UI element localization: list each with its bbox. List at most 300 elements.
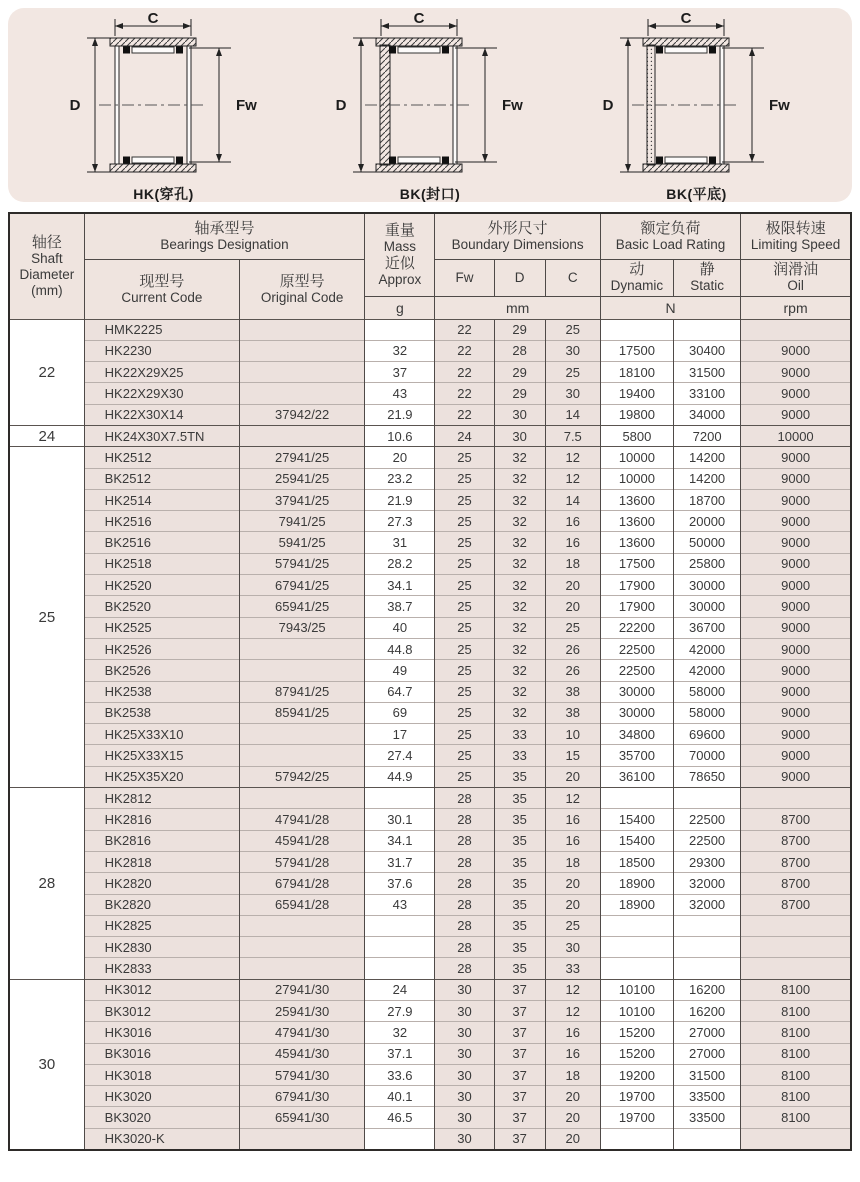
cell-shaft-diameter: 25 (9, 447, 84, 788)
cell-fw: 22 (435, 404, 494, 425)
cell-d: 29 (494, 362, 545, 383)
cell-current-code: HMK2225 (84, 319, 239, 340)
table-row (9, 425, 851, 446)
cell-c: 15 (545, 745, 600, 766)
svg-text:Fw: Fw (502, 97, 523, 114)
cell-d: 32 (494, 617, 545, 638)
cell-original-code (240, 745, 365, 766)
cell-dynamic-load: 19200 (600, 1064, 673, 1085)
cell-d: 32 (494, 702, 545, 723)
cell-current-code: BK2538 (84, 702, 239, 723)
cell-oil-speed: 8100 (741, 1107, 851, 1128)
cell-c: 16 (545, 1022, 600, 1043)
table-row (9, 724, 851, 745)
header-dynamic-en: Dynamic (610, 278, 664, 293)
cell-current-code: HK2538 (84, 681, 239, 702)
cell-mass: 44.9 (365, 766, 435, 787)
cell-d: 29 (494, 319, 545, 340)
cell-c: 30 (545, 937, 600, 958)
cell-dynamic-load: 15400 (600, 809, 673, 830)
cell-original-code (240, 724, 365, 745)
cell-dynamic-load: 10000 (600, 447, 673, 468)
table-row (9, 638, 851, 659)
cell-shaft-diameter: 30 (9, 979, 84, 1149)
cell-d: 37 (494, 1022, 545, 1043)
svg-text:D: D (335, 97, 347, 114)
cell-mass: 32 (365, 1022, 435, 1043)
cell-dynamic-load: 5800 (600, 425, 673, 446)
cell-original-code: 5941/25 (240, 532, 365, 553)
cell-mass: 38.7 (365, 596, 435, 617)
cell-c: 20 (545, 1107, 600, 1128)
table-row (9, 1107, 851, 1128)
cell-mass: 27.4 (365, 745, 435, 766)
cell-fw: 25 (435, 447, 494, 468)
cell-original-code: 45941/28 (240, 830, 365, 851)
bearing-diagram-3 (586, 12, 808, 204)
cell-c: 38 (545, 681, 600, 702)
cell-fw: 28 (435, 851, 494, 872)
cell-oil-speed: 8100 (741, 1022, 851, 1043)
cell-mass: 27.9 (365, 1001, 435, 1022)
table-row (9, 1086, 851, 1107)
header-shaft-en1: Shaft (31, 250, 63, 266)
table-row (9, 1043, 851, 1064)
cell-static-load: 78650 (674, 766, 741, 787)
svg-text:D: D (602, 97, 613, 114)
cell-current-code: HK3018 (84, 1064, 239, 1085)
cell-d: 35 (494, 809, 545, 830)
cell-mass: 17 (365, 724, 435, 745)
cell-dynamic-load: 18100 (600, 362, 673, 383)
cell-oil-speed: 9000 (741, 340, 851, 361)
cell-original-code (240, 1128, 365, 1149)
header-limiting-speed (741, 213, 851, 259)
cell-oil-speed: 9000 (741, 553, 851, 574)
cell-static-load: 33100 (674, 383, 741, 404)
header-designation (84, 213, 365, 259)
cell-dynamic-load: 22500 (600, 638, 673, 659)
table-row (9, 362, 851, 383)
cell-dynamic-load: 30000 (600, 702, 673, 723)
cell-original-code (240, 660, 365, 681)
cell-oil-speed: 8100 (741, 1043, 851, 1064)
cell-dynamic-load: 13600 (600, 489, 673, 510)
cell-fw: 30 (435, 1022, 494, 1043)
table-row (9, 958, 851, 979)
cell-mass: 27.3 (365, 511, 435, 532)
diagram-label: BK(封口) (399, 186, 461, 202)
cell-original-code: 47941/28 (240, 809, 365, 830)
cell-current-code: BK2520 (84, 596, 239, 617)
cell-fw: 22 (435, 383, 494, 404)
cell-static-load: 42000 (674, 660, 741, 681)
cell-c: 20 (545, 1086, 600, 1107)
cell-dynamic-load: 35700 (600, 745, 673, 766)
cell-d: 32 (494, 596, 545, 617)
cell-original-code: 57942/25 (240, 766, 365, 787)
cell-c: 16 (545, 809, 600, 830)
cell-fw: 28 (435, 958, 494, 979)
cell-mass (365, 788, 435, 809)
cell-original-code (240, 937, 365, 958)
cell-fw: 25 (435, 575, 494, 596)
cell-original-code: 27941/30 (240, 979, 365, 1000)
header-d (494, 259, 545, 296)
header-shaft-diameter (9, 213, 84, 319)
cell-static-load: 27000 (674, 1043, 741, 1064)
cell-current-code: HK2825 (84, 915, 239, 936)
svg-text:Fw: Fw (768, 97, 790, 114)
header-designation-en: Bearings Designation (160, 236, 289, 252)
cell-current-code: HK2816 (84, 809, 239, 830)
cell-original-code: 25941/30 (240, 1001, 365, 1022)
cell-static-load (674, 1128, 741, 1149)
table-row (9, 575, 851, 596)
cell-static-load: 16200 (674, 1001, 741, 1022)
cell-static-load: 32000 (674, 894, 741, 915)
cell-static-load: 14200 (674, 468, 741, 489)
cell-d: 35 (494, 830, 545, 851)
cell-oil-speed (741, 958, 851, 979)
cell-original-code: 67941/28 (240, 873, 365, 894)
cell-fw: 30 (435, 1001, 494, 1022)
cell-mass: 69 (365, 702, 435, 723)
cell-static-load: 27000 (674, 1022, 741, 1043)
cell-oil-speed: 9000 (741, 638, 851, 659)
cell-oil-speed (741, 319, 851, 340)
header-load-rating (600, 213, 740, 259)
table-row (9, 1064, 851, 1085)
cell-current-code: HK2833 (84, 958, 239, 979)
cell-fw: 24 (435, 425, 494, 446)
cell-c: 33 (545, 958, 600, 979)
cell-static-load: 25800 (674, 553, 741, 574)
cell-oil-speed: 9000 (741, 489, 851, 510)
header-load-en: Basic Load Rating (615, 236, 726, 252)
cell-current-code: HK2230 (84, 340, 239, 361)
cell-fw: 25 (435, 489, 494, 510)
cell-oil-speed: 9000 (741, 511, 851, 532)
table-row (9, 851, 851, 872)
cell-static-load (674, 788, 741, 809)
cell-static-load (674, 915, 741, 936)
cell-original-code: 85941/25 (240, 702, 365, 723)
cell-static-load: 16200 (674, 979, 741, 1000)
cell-fw: 28 (435, 915, 494, 936)
cell-dynamic-load: 22200 (600, 617, 673, 638)
cell-current-code: HK2830 (84, 937, 239, 958)
cell-c: 30 (545, 340, 600, 361)
cell-c: 7.5 (545, 425, 600, 446)
cell-oil-speed: 8100 (741, 979, 851, 1000)
cell-oil-speed: 8100 (741, 1001, 851, 1022)
cell-oil-speed: 9000 (741, 383, 851, 404)
cell-d: 32 (494, 511, 545, 532)
cell-fw: 30 (435, 1128, 494, 1149)
svg-text:C: C (680, 12, 691, 27)
table-row (9, 788, 851, 809)
cell-static-load: 14200 (674, 447, 741, 468)
header-oil-cn: 润滑油 (773, 261, 819, 278)
cell-fw: 22 (435, 340, 494, 361)
cell-c: 38 (545, 702, 600, 723)
cell-fw: 22 (435, 319, 494, 340)
cell-d: 30 (494, 425, 545, 446)
cell-original-code: 37942/22 (240, 404, 365, 425)
cell-original-code: 87941/25 (240, 681, 365, 702)
cell-d: 32 (494, 681, 545, 702)
cell-mass (365, 319, 435, 340)
table-row (9, 702, 851, 723)
header-original-code (240, 259, 365, 319)
cell-fw: 30 (435, 1086, 494, 1107)
cell-original-code (240, 340, 365, 361)
cell-fw: 28 (435, 788, 494, 809)
cell-dynamic-load (600, 1128, 673, 1149)
cell-d: 33 (494, 724, 545, 745)
header-dynamic (600, 259, 673, 296)
cell-oil-speed: 8700 (741, 830, 851, 851)
cell-dynamic-load (600, 915, 673, 936)
cell-c: 20 (545, 873, 600, 894)
cell-oil-speed: 9000 (741, 532, 851, 553)
cell-dynamic-load: 22500 (600, 660, 673, 681)
cell-static-load: 20000 (674, 511, 741, 532)
cell-c: 12 (545, 468, 600, 489)
cell-d: 37 (494, 1064, 545, 1085)
table-row (9, 660, 851, 681)
cell-current-code: HK3016 (84, 1022, 239, 1043)
cell-static-load: 29300 (674, 851, 741, 872)
cell-current-code: HK22X30X14 (84, 404, 239, 425)
bearing-cross-section (586, 12, 808, 188)
cell-current-code: BK3020 (84, 1107, 239, 1128)
table-row (9, 553, 851, 574)
cell-static-load: 42000 (674, 638, 741, 659)
cell-fw: 25 (435, 468, 494, 489)
cell-fw: 30 (435, 1064, 494, 1085)
cell-dynamic-load: 15200 (600, 1022, 673, 1043)
cell-c: 30 (545, 383, 600, 404)
cell-current-code: HK3012 (84, 979, 239, 1000)
cell-dynamic-load (600, 958, 673, 979)
cell-original-code (240, 788, 365, 809)
cell-oil-speed: 8100 (741, 1064, 851, 1085)
cell-oil-speed: 8700 (741, 809, 851, 830)
cell-oil-speed (741, 937, 851, 958)
header-oil-en: Oil (787, 278, 804, 293)
header-current-cn: 现型号 (139, 272, 185, 290)
cell-c: 25 (545, 617, 600, 638)
header-shaft-en2: Diameter (19, 266, 75, 282)
cell-current-code: BK2526 (84, 660, 239, 681)
cell-oil-speed: 9000 (741, 596, 851, 617)
cell-fw: 25 (435, 532, 494, 553)
cell-oil-speed: 9000 (741, 362, 851, 383)
cell-original-code: 65941/28 (240, 894, 365, 915)
cell-oil-speed (741, 915, 851, 936)
cell-mass: 37.6 (365, 873, 435, 894)
cell-current-code: BK3012 (84, 1001, 239, 1022)
header-current-code (84, 259, 239, 319)
cell-c: 20 (545, 766, 600, 787)
header-mass-cn2: 近似 (384, 254, 415, 272)
bearing-cross-section (319, 12, 541, 188)
table-row (9, 404, 851, 425)
cell-static-load: 58000 (674, 702, 741, 723)
cell-static-load: 34000 (674, 404, 741, 425)
cell-static-load: 50000 (674, 532, 741, 553)
cell-static-load (674, 319, 741, 340)
cell-dynamic-load: 10100 (600, 979, 673, 1000)
cell-original-code: 57941/28 (240, 851, 365, 872)
table-row (9, 319, 851, 340)
cell-current-code: HK25X35X20 (84, 766, 239, 787)
cell-original-code: 27941/25 (240, 447, 365, 468)
cell-mass (365, 915, 435, 936)
cell-dynamic-load: 17500 (600, 340, 673, 361)
cell-current-code: BK2512 (84, 468, 239, 489)
cell-current-code: BK2516 (84, 532, 239, 553)
cell-oil-speed: 9000 (741, 404, 851, 425)
cell-dynamic-load: 10000 (600, 468, 673, 489)
cell-original-code: 65941/25 (240, 596, 365, 617)
cell-oil-speed (741, 1128, 851, 1149)
cell-c: 26 (545, 638, 600, 659)
cell-dynamic-load: 30000 (600, 681, 673, 702)
cell-static-load: 69600 (674, 724, 741, 745)
cell-dynamic-load: 19800 (600, 404, 673, 425)
table-row (9, 809, 851, 830)
cell-static-load: 33500 (674, 1107, 741, 1128)
cell-d: 32 (494, 575, 545, 596)
cell-d: 37 (494, 979, 545, 1000)
cell-oil-speed: 8700 (741, 873, 851, 894)
header-mass-en1: Mass (383, 238, 417, 254)
cell-mass: 34.1 (365, 575, 435, 596)
cell-static-load: 30000 (674, 575, 741, 596)
cell-original-code (240, 915, 365, 936)
cell-original-code (240, 319, 365, 340)
bearing-diagram-1 (53, 12, 275, 204)
cell-d: 37 (494, 1086, 545, 1107)
header-shaft-cn: 轴径 (31, 233, 62, 251)
cell-oil-speed: 9000 (741, 724, 851, 745)
cell-dynamic-load: 19700 (600, 1086, 673, 1107)
cell-mass: 34.1 (365, 830, 435, 851)
cell-original-code: 7941/25 (240, 511, 365, 532)
cell-dynamic-load: 18900 (600, 873, 673, 894)
cell-current-code: HK2514 (84, 489, 239, 510)
cell-oil-speed: 9000 (741, 702, 851, 723)
cell-d: 35 (494, 958, 545, 979)
header-speed-cn: 极限转速 (765, 219, 826, 237)
cell-fw: 28 (435, 830, 494, 851)
cell-mass: 28.2 (365, 553, 435, 574)
cell-c: 18 (545, 851, 600, 872)
cell-mass: 37.1 (365, 1043, 435, 1064)
cell-fw: 30 (435, 1107, 494, 1128)
cell-d: 28 (494, 340, 545, 361)
cell-original-code: 7943/25 (240, 617, 365, 638)
cell-fw: 30 (435, 979, 494, 1000)
cell-current-code: BK2820 (84, 894, 239, 915)
cell-d: 32 (494, 660, 545, 681)
header-speed-en: Limiting Speed (750, 236, 841, 252)
cell-current-code: HK22X29X30 (84, 383, 239, 404)
cell-c: 20 (545, 1128, 600, 1149)
cell-original-code: 67941/25 (240, 575, 365, 596)
cell-fw: 25 (435, 638, 494, 659)
cell-dynamic-load: 19700 (600, 1107, 673, 1128)
table-row (9, 681, 851, 702)
cell-static-load: 18700 (674, 489, 741, 510)
cell-static-load: 30400 (674, 340, 741, 361)
cell-original-code (240, 958, 365, 979)
cell-oil-speed: 9000 (741, 660, 851, 681)
cell-fw: 28 (435, 873, 494, 894)
cell-dynamic-load: 19400 (600, 383, 673, 404)
table-row (9, 340, 851, 361)
table-row (9, 745, 851, 766)
cell-current-code: HK22X29X25 (84, 362, 239, 383)
table-row (9, 532, 851, 553)
cell-mass: 33.6 (365, 1064, 435, 1085)
cell-mass: 64.7 (365, 681, 435, 702)
cell-dynamic-load: 17900 (600, 575, 673, 596)
cell-mass (365, 958, 435, 979)
header-dynamic-cn: 动 (629, 261, 645, 278)
cell-original-code: 65941/30 (240, 1107, 365, 1128)
table-row (9, 937, 851, 958)
cell-fw: 28 (435, 894, 494, 915)
cell-d: 32 (494, 468, 545, 489)
unit-mm: mm (435, 296, 600, 319)
cell-shaft-diameter: 22 (9, 319, 84, 425)
table-row (9, 447, 851, 468)
cell-static-load: 7200 (674, 425, 741, 446)
cell-mass: 32 (365, 340, 435, 361)
cell-mass: 10.6 (365, 425, 435, 446)
cell-current-code: HK2526 (84, 638, 239, 659)
cell-mass: 49 (365, 660, 435, 681)
cell-d: 37 (494, 1043, 545, 1064)
cell-c: 26 (545, 660, 600, 681)
header-boundary-cn: 外形尺寸 (487, 219, 548, 237)
cell-mass: 46.5 (365, 1107, 435, 1128)
cell-c: 10 (545, 724, 600, 745)
header-boundary-dimensions (435, 213, 600, 259)
header-original-cn: 原型号 (279, 272, 325, 290)
cell-c: 12 (545, 788, 600, 809)
cell-d: 37 (494, 1001, 545, 1022)
header-static (674, 259, 741, 296)
table-row (9, 766, 851, 787)
cell-original-code: 37941/25 (240, 489, 365, 510)
table-row (9, 511, 851, 532)
cell-d: 32 (494, 553, 545, 574)
cell-original-code: 45941/30 (240, 1043, 365, 1064)
cell-d: 32 (494, 638, 545, 659)
cell-c: 25 (545, 319, 600, 340)
cell-mass: 43 (365, 383, 435, 404)
table-row (9, 489, 851, 510)
cell-c: 16 (545, 511, 600, 532)
cell-mass: 23.2 (365, 468, 435, 489)
cell-fw: 25 (435, 681, 494, 702)
cell-fw: 25 (435, 596, 494, 617)
